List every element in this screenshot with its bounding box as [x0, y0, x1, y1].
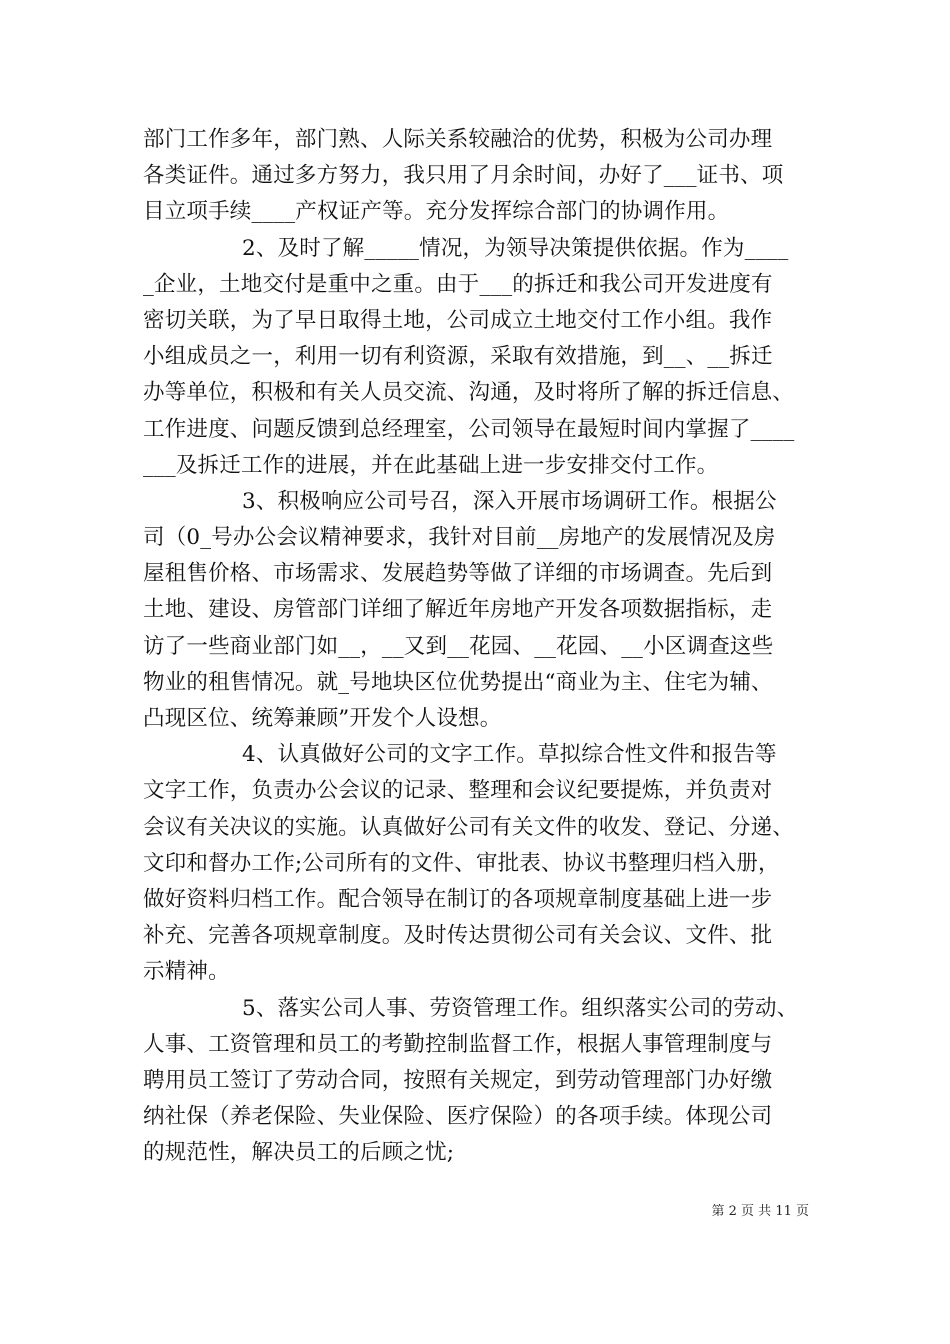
text-line: 密切关联，为了早日取得土地，公司成立土地交付工作小组。我作 [143, 307, 773, 333]
paragraph-start-line: 4、认真做好公司的文字工作。草拟综合性文件和报告等 [242, 742, 777, 768]
text-line: 补充、完善各项规章制度。及时传达贯彻公司有关会议、文件、批 [143, 923, 773, 949]
text-line: 的规范性，解决员工的后顾之忧; [143, 1140, 455, 1166]
paragraph-start-line: 3、积极响应公司号召，深入开展市场调研工作。根据公 [242, 488, 777, 514]
text-line: 凸现区位、统筹兼顾”开发个人设想。 [143, 706, 502, 731]
paragraph-start-line: 5、落实公司人事、劳资管理工作。组织落实公司的劳动、 [242, 995, 799, 1021]
text-line: 目立项手续____产权证产等。充分发挥综合部门的协调作用。 [143, 199, 730, 225]
text-line: 做好资料归档工作。配合领导在制订的各项规章制度基础上进一步 [143, 886, 773, 912]
text-line: 屋租售价格、市场需求、发展趋势等做了详细的市场调查。先后到 [143, 561, 773, 587]
text-line: 聘用员工签订了劳动合同，按照有关规定，到劳动管理部门办好缴 [143, 1067, 773, 1093]
text-line: 办等单位，积极和有关人员交流、沟通，及时将所了解的拆迁信息、 [143, 380, 795, 406]
text-line: 纳社保（养老保险、失业保险、医疗保险）的各项手续。体现公司 [143, 1104, 773, 1130]
text-line: _企业，土地交付是重中之重。由于___的拆迁和我公司开发进度有 [143, 271, 773, 297]
text-line: 物业的租售情况。就_号地块区位优势提出“商业为主、住宅为辅、 [143, 669, 773, 695]
document-body [143, 122, 823, 1171]
text-line: 司（0_号办公会议精神要求，我针对目前__房地产的发展情况及房 [143, 525, 776, 551]
text-line: 工作进度、问题反馈到总经理室，公司领导在最短时间内掌握了____ [143, 416, 795, 442]
text-line: 小组成员之一，利用一切有利资源，采取有效措施，到__、__拆迁 [143, 344, 773, 370]
text-line: ___及拆迁工作的进展，并在此基础上进一步安排交付工作。 [143, 452, 719, 478]
page-number-footer: 第 2 页 共 11 页 [711, 1204, 809, 1219]
text-line: 文印和督办工作;公司所有的文件、审批表、协议书整理归档入册， [143, 850, 780, 876]
text-line: 访了一些商业部门如__，__又到__花园、__花园、__小区调查这些 [143, 633, 774, 659]
text-line: 示精神。 [143, 959, 230, 985]
text-line: 各类证件。通过多方努力，我只用了月余时间，办好了___证书、项 [143, 163, 784, 189]
text-line: 人事、工资管理和员工的考勤控制监督工作，根据人事管理制度与 [143, 1031, 773, 1057]
text-line: 土地、建设、房管部门详细了解近年房地产开发各项数据指标，走 [143, 597, 773, 623]
paragraph-start-line: 2、及时了解_____情况，为领导决策提供依据。作为____ [242, 235, 789, 261]
text-line: 部门工作多年，部门熟、人际关系较融洽的优势，积极为公司办理 [143, 127, 773, 152]
text-line: 文字工作，负责办公会议的记录、整理和会议纪要提炼，并负责对 [143, 778, 773, 804]
text-line: 会议有关决议的实施。认真做好公司有关文件的收发、登记、分递、 [143, 814, 795, 840]
